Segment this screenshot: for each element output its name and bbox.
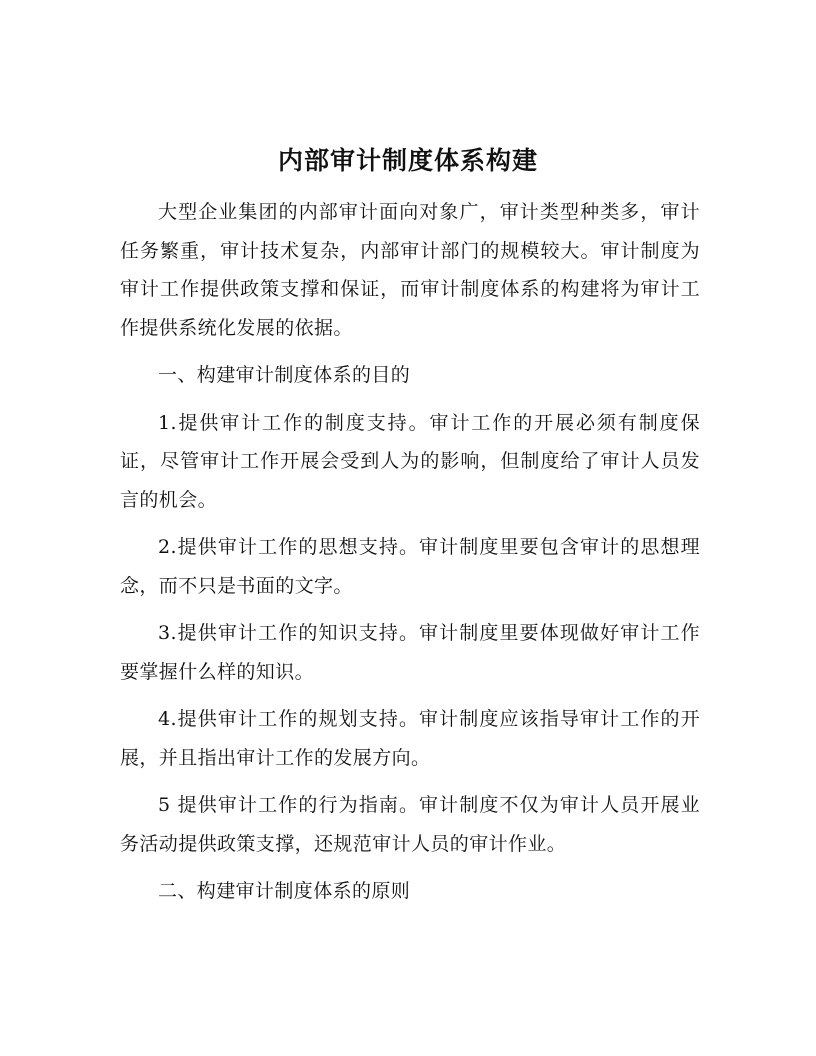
- purpose-point-2: 2.提供审计工作的思想支持。审计制度里要包含审计的思想理念，而不只是书面的文字。: [120, 536, 700, 597]
- purpose-point-5: 5 提供审计工作的行为指南。审计制度不仅为审计人员开展业务活动提供政策支撑，还规范审计人员的审计作业。: [120, 794, 700, 855]
- section-heading-purpose: 一、构建审计制度体系的目的: [158, 364, 411, 386]
- purpose-point-3: 3.提供审计工作的知识支持。审计制度里要体现做好审计工作要掌握什么样的知识。: [120, 622, 700, 683]
- purpose-point-1: 1.提供审计工作的制度支持。审计工作的开展必须有制度保证，尽管审计工作开展会受到人为的影响，但制度给了审计人员发言的机会。: [120, 411, 700, 511]
- purpose-point-4: 4.提供审计工作的规划支持。审计制度应该指导审计工作的开展，并且指出审计工作的发展方向。: [120, 708, 700, 769]
- document-body: [120, 193, 700, 920]
- document-title: 内部审计制度体系构建: [277, 146, 538, 175]
- intro-paragraph: 大型企业集团的内部审计面向对象广，审计类型种类多，审计任务繁重，审计技术复杂，内部审计部门的规模较大。审计制度为审计工作提供政策支撑和保证，而审计制度体系的构建将为审计工作提供系统化发展的依据。: [120, 201, 700, 339]
- section-heading-principles: 二、构建审计制度体系的原则: [158, 880, 411, 902]
